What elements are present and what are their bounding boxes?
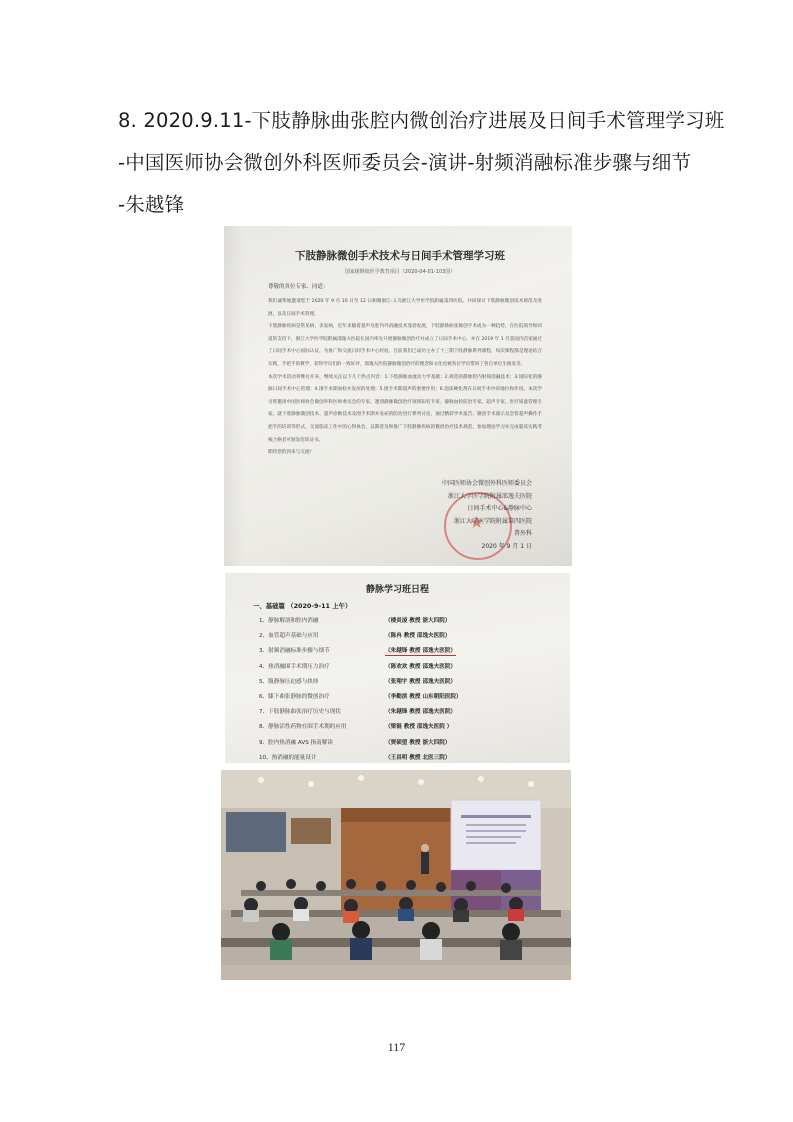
projection-screen <box>451 800 541 870</box>
schedule-speaker-underlined: （朱越锋 教授 邵逸夫医院） <box>385 648 457 655</box>
schedule-speaker: （贾硕望 教授 浙大四院） <box>385 739 451 746</box>
schedule-item <box>259 613 559 628</box>
notice-signature <box>442 478 532 554</box>
heading-line-1: 8. 2020.9.11-下肢静脉曲张腔内微创治疗进展及日间手术管理学习班 <box>118 109 725 132</box>
schedule-topic: 8、静脉活性药物在围手术期的应用 <box>259 724 347 731</box>
document-heading <box>118 100 725 226</box>
signature-line: 浙江大学医学院附属第四医院 <box>453 517 532 525</box>
schedule-item <box>259 704 559 719</box>
wall-banner <box>226 812 286 852</box>
schedule-item <box>259 628 559 643</box>
lecture-hall-illustration <box>221 770 571 980</box>
notice-paragraph: 期待您的到来与交流! <box>268 450 312 456</box>
notice-photo <box>224 226 572 566</box>
signature-date: 2020 年 9 月 1 日 <box>481 542 532 550</box>
notice-paragraph: 我们诚挚地邀请您于 2020 年 9 月 10 日至 12 日相聚浙江·义乌浙江大学医学院附属第四医院，共同探讨下肢静脉微创技术规范及进展，以及日间手术管理。 <box>268 299 542 317</box>
page-number: 117 <box>387 1040 406 1054</box>
wall-panel <box>291 818 331 844</box>
schedule-speaker: （李勤滨 教授 山东朝阳医院） <box>385 693 462 700</box>
schedule-title: 静脉学习班日程 <box>365 585 429 595</box>
signature-line: 浙江大学医学院附属邵逸夫医院 <box>447 492 532 500</box>
schedule-item <box>259 674 559 689</box>
schedule-topic: 7、下肢静脉曲张治疗历史与现状 <box>259 709 341 716</box>
schedule-item <box>259 689 559 704</box>
schedule-topic: 2、血管超声基础与应用 <box>259 633 319 640</box>
schedule-item <box>259 750 559 763</box>
schedule-item <box>259 659 559 674</box>
schedule-topic: 4、热消融围手术期压力治疗 <box>259 663 330 670</box>
notice-paragraph: 下肢静脉疾病是常见病、多发病，近年来随着超声及腔内外消融技术蓬勃发展，下肢静脉曲张微创手术成为一种趋势，在医院领导和同道的支持下，浙江大学医学院附属邵逸夫医院在国内率先开展静脉微创治疗并成立了日间手术中心，并在 2019 年 1 月获国内首家通过了日间手术中心国际认证，为推广和交流日间手术中心经验，目前我们已成功主办了十三期下肢静脉系列课程，每次课程都是理论结合实践，手把手的教学，获得学员们的一致好评，邵逸夫医院静脉微创治疗的理念和文化也被各位学员带回了各自单位生根发芽。 <box>268 324 542 367</box>
notice-greeting: 尊敬的各位专家、同道： <box>268 284 329 290</box>
schedule-topic: 6、膝下曲张静脉的微创治疗 <box>259 693 330 700</box>
schedule-list <box>259 613 559 763</box>
schedule-topic: 9、腔内热消融 AVS 指南解读 <box>259 739 333 746</box>
schedule-photo <box>225 573 570 763</box>
schedule-topic: 1、静脉解剖和腔内消融 <box>259 618 319 624</box>
notice-body <box>268 296 542 460</box>
notice-paragraph: 本次学术活动将继往开来，继续关注以下几个热点内容：1.下肢静脉血流动力学基础；2.规范的静脉腔内射频消融技术；3.国际化的静脉日间手术中心管理；4.围手术期血栓并发症的处理；5.围手术期超声的重要作用；6.泡沫硬化剂在日间手术中的地位和作用。本次学习班邀请中国医师协会微创外科医师委员会的专家、邀请静脉微创治疗领域知名专家、静脉血栓防治专家、超声专家、医疗质量管理专家，就下肢静脉微创技术、超声诊断技术及围手术期并发症的防治进行系列讨论，通过精彩学术报告、微创手术演示及会管超声操作手把手的培训等形式，交流临床工作中的心得体会，以期普及和推广下肢静脉疾病的微创治疗技术规范，参加理论学习并完成临床实践考核合格者可颁发培训证书。 <box>268 374 542 443</box>
schedule-section: 一、基础篇 （2020-9-11 上午） <box>253 602 352 610</box>
schedule-speaker: （梁锟 教授 邵逸夫医院 ） <box>385 724 453 731</box>
heading-line-3: -朱越锋 <box>118 193 185 216</box>
speaker-figure <box>421 852 429 874</box>
notice-title: 下肢静脉微创手术技术与日间手术管理学习班 <box>295 250 505 262</box>
schedule-topic: 5、腹静脉压迫感与抉择 <box>259 678 319 685</box>
schedule-speaker: （陈欢欢 教授 邵逸夫医院） <box>385 663 457 670</box>
schedule-topic: 3、射频消融标准步骤与细节 <box>259 648 330 655</box>
schedule-item <box>259 735 559 750</box>
schedule-topic: 10、热消融的能量设计 <box>259 754 317 761</box>
schedule-speaker: （朱越锋 教授 邵逸夫医院） <box>385 709 457 716</box>
signature-line: 中国医师协会微创外科医师委员会 <box>441 480 532 487</box>
heading-line-2: -中国医师协会微创外科医师委员会-演讲-射频消融标准步骤与细节 <box>118 151 692 174</box>
lecture-hall-photo <box>221 770 571 980</box>
schedule-item-highlighted <box>259 643 559 658</box>
schedule-speaker: （张翔宇 教授 邵逸夫医院） <box>385 678 457 685</box>
schedule-item <box>259 719 559 734</box>
schedule-speaker: （王昌明 教授 北医三院） <box>385 754 451 761</box>
notice-letter <box>240 234 560 564</box>
schedule-speaker: （楼炎凌 教授 浙大四院） <box>385 618 451 624</box>
signature-line: 普外科 <box>513 530 532 538</box>
notice-subtitle: 国家级继续医学教育项目（2020-04-01-103国） <box>344 269 456 275</box>
signature-line: 日间手术中心&静脉中心 <box>467 505 532 513</box>
schedule-speaker: （陈冉 教授 邵逸夫医院） <box>385 633 451 640</box>
